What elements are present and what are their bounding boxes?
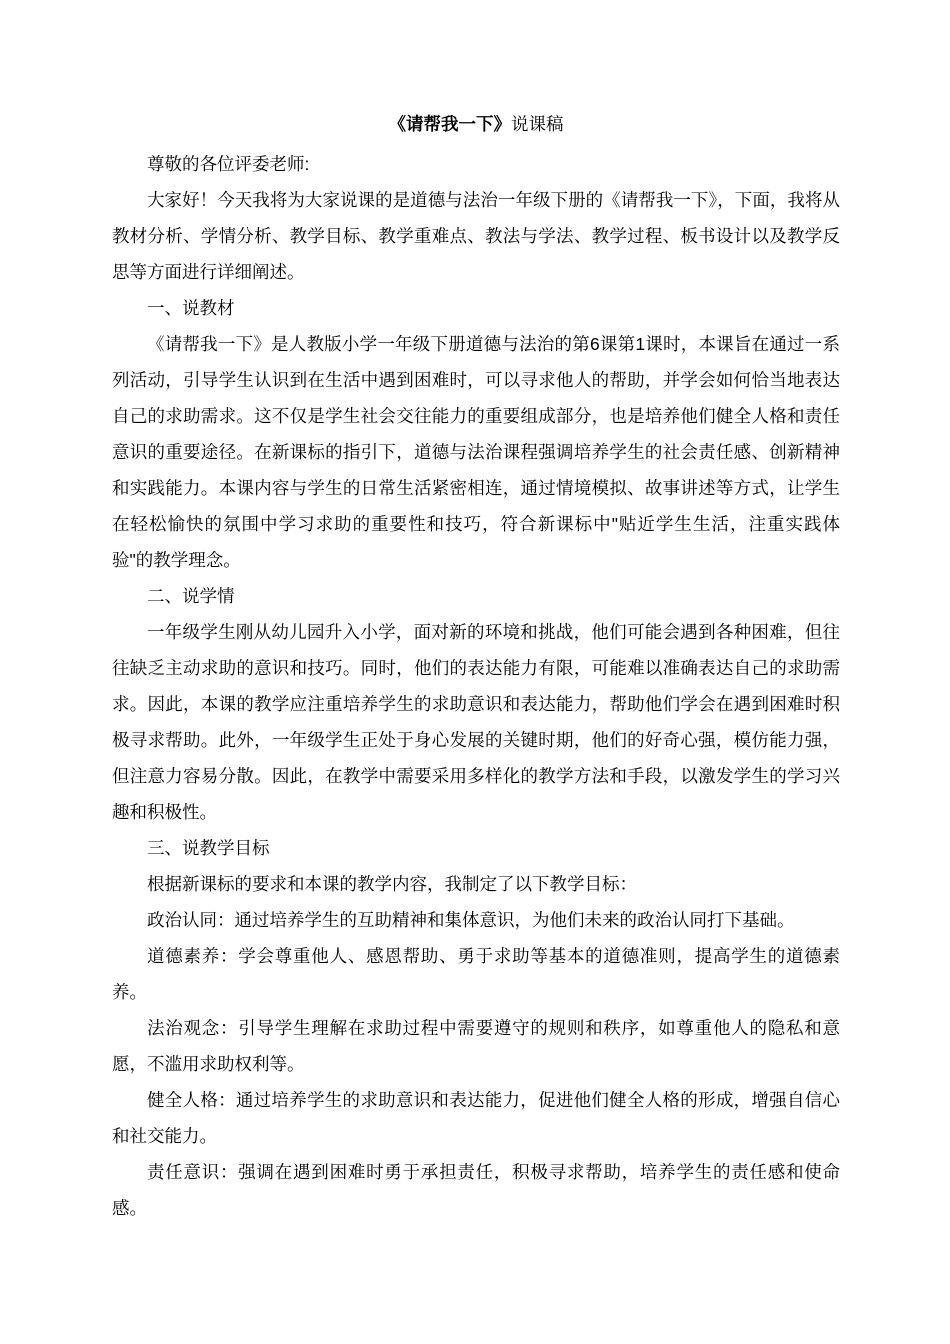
heading-section-3-teaching-objectives: 三、说教学目标	[147, 838, 270, 858]
heading-section-1-teaching-material: 一、说教材	[147, 298, 235, 318]
heading-section-2-learner-analysis: 二、说学情	[147, 586, 235, 606]
title-suffix: 说课稿	[511, 114, 564, 134]
paragraph-objectives-intro: 根据新课标的要求和本课的教学内容，我制定了以下教学目标：	[147, 874, 637, 894]
document-content	[112, 106, 840, 1226]
paragraph-objective-moral-quality: 道德素养：学会尊重他人、感恩帮助、勇于求助等基本的道德准则，提高学生的道德素养。	[112, 946, 840, 1002]
paragraph-intro: 大家好！今天我将为大家说课的是道德与法治一年级下册的《请帮我一下》，下面，我将从教材分析、学情分析、教学目标、教学重难点、教法与学法、教学过程、板书设计以及教学反思等方面进行详细阐述。	[112, 190, 840, 282]
paragraph-objective-responsibility: 责任意识：强调在遇到困难时勇于承担责任，积极寻求帮助，培养学生的责任感和使命感。	[112, 1162, 840, 1218]
paragraph-objective-sound-personality: 健全人格：通过培养学生的求助意识和表达能力，促进他们健全人格的形成，增强自信心和社交能力。	[112, 1090, 840, 1146]
paragraph-objective-rule-of-law: 法治观念：引导学生理解在求助过程中需要遵守的规则和秩序，如尊重他人的隐私和意愿，不滥用求助权利等。	[112, 1018, 840, 1074]
document-title	[112, 106, 840, 142]
title-book-name: 《请帮我一下》	[388, 114, 511, 134]
paragraph-teaching-material-analysis: 《请帮我一下》是人教版小学一年级下册道德与法治的第6课第1课时，本课旨在通过一系列活动，引导学生认识到在生活中遇到困难时，可以寻求他人的帮助，并学会如何恰当地表达自己的求助需求。这不仅是学生社会交往能力的重要组成部分，也是培养他们健全人格和责任意识的重要途径。在新课标的指引下，道德与法治课程强调培养学生的社会责任感、创新精神和实践能力。本课内容与学生的日常生活紧密相连，通过情境模拟、故事讲述等方式，让学生在轻松愉快的氛围中学习求助的重要性和技巧，符合新课标中"贴近学生生活，注重实践体验"的教学理念。	[112, 334, 840, 570]
paragraph-learner-analysis: 一年级学生刚从幼儿园升入小学，面对新的环境和挑战，他们可能会遇到各种困难，但往往缺乏主动求助的意识和技巧。同时，他们的表达能力有限，可能难以准确表达自己的求助需求。因此，本课的教学应注重培养学生的求助意识和表达能力，帮助他们学会在遇到困难时积极寻求帮助。此外，一年级学生正处于身心发展的关键时期，他们的好奇心强，模仿能力强，但注意力容易分散。因此，在教学中需要采用多样化的教学方法和手段，以激发学生的学习兴趣和积极性。	[112, 622, 840, 822]
paragraph-greeting: 尊敬的各位评委老师:	[147, 154, 310, 174]
paragraph-objective-political-identity: 政治认同：通过培养学生的互助精神和集体意识，为他们未来的政治认同打下基础。	[147, 910, 795, 930]
